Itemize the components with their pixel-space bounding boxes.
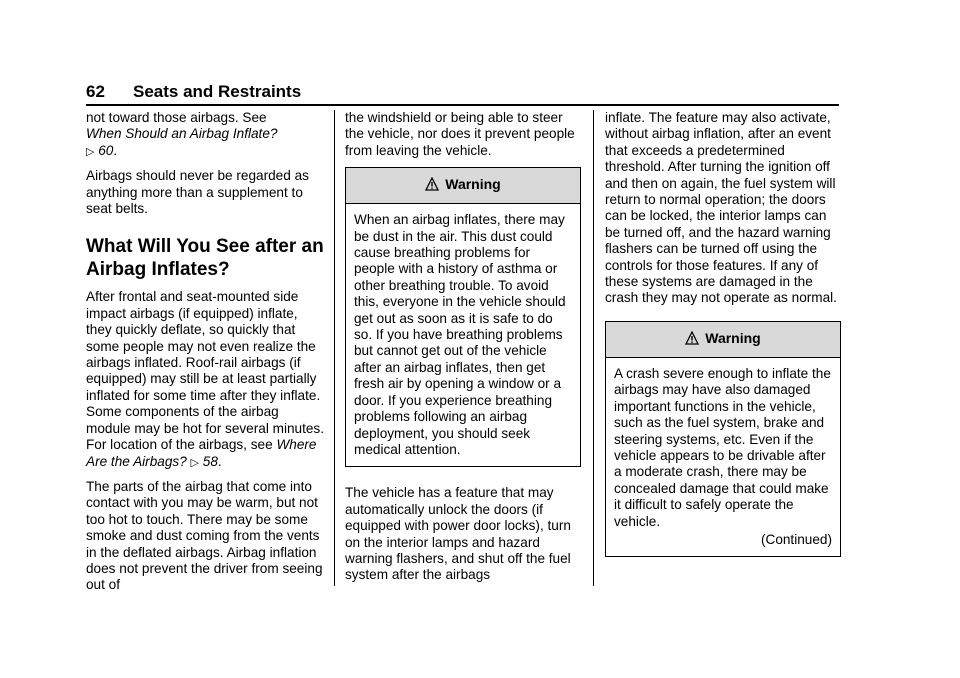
paragraph [86,110,324,160]
warning-title: Warning [445,176,501,193]
page-reference-arrow-icon: ▷ [86,145,95,158]
cross-reference-link[interactable]: When Should an Airbag Inflate? [86,126,278,142]
page-reference[interactable]: 58 [202,453,218,469]
column-1 [86,110,324,602]
column-divider [593,110,594,586]
paragraph: The parts of the airbag that come into contact with you may be warm, but not too hot to touch. There may be some smoke and dust coming from the vents in the deflated airbags. Airbag inflation does not prevent the driver from seeing out of [86,478,323,593]
paragraph: inflate. The feature may also activate, without airbag inflation, after an event that exceeds a predetermined threshold. After turning the ignition off and then on again, the fuel system will return to normal operation; the doors can be locked, the interior lamps can be turned off, and the hazard warning flashers can be turned off using the controls for those features. If any of these systems are damaged in the crash they may not operate as normal. [605,110,837,306]
paragraph-text: not toward those airbags. See [86,110,267,125]
section-heading: What Will You See after an Airbag Inflates? [86,236,324,281]
paragraph: Airbags should never be regarded as anything more than a supplement to seat belts. [86,168,309,217]
punctuation: . [113,142,118,158]
section-title: Seats and Restraints [133,82,302,101]
column-2 [345,110,581,592]
warning-icon [685,331,699,348]
warning-icon [425,177,439,194]
cross-reference-link[interactable]: Where Are the Airbags? [86,437,317,469]
page-reference[interactable]: 60 [98,142,114,158]
warning-box [605,321,841,557]
column-divider [334,110,335,586]
warning-paragraph: A crash severe enough to inflate the airbags may have also damaged important functions in the vehicle, such as the fuel system, brake and steering systems, etc. Even if the vehicle appears to be drivable after a moderate crash, there may be concealed damage that could make it difficult to safely operate the vehicle. [614,365,831,529]
warning-box [345,167,581,467]
warning-header [606,322,840,358]
warning-header [346,168,580,204]
page-reference-arrow-icon: ▷ [190,456,200,469]
column-3 [605,110,841,565]
continued-label: (Continued) [760,531,832,547]
paragraph: The vehicle has a feature that may automatically unlock the doors (if equipped with power door locks), turn on the interior lamps and hazard warning flashers, and shut off the fuel system after the airbags [345,485,571,583]
warning-title: Warning [705,329,761,346]
warning-text: When an airbag inflates, there may be dust in the air. This dust could cause breathing problems for people with a history of asthma or other breathing trouble. To avoid this, everyone in the vehicle should get out as soon as it is safe to do so. If you have breathing problems but cannot get out of the vehicle after an airbag inflates, then get fresh air by opening a window or a door. If you experience breathing problems following an airbag deployment, you should seek medical attention. [354,212,566,457]
paragraph-text: After frontal and seat-mounted side impact airbags (if equipped) inflate, they quickly deflate, so quickly that some people may not even realize the airbags inflated. Roof-rail airbags (if equipped) may still be at least partially inflated for some time after they inflate. Some components of the airbag module may be hot for several minutes. For location of the airbags, see [86,289,325,453]
page-header [86,82,839,106]
page-number: 62 [86,82,105,101]
punctuation: . [217,453,222,469]
paragraph [86,289,324,470]
paragraph: the windshield or being able to steer the vehicle, nor does it prevent people from leaving the vehicle. [345,110,575,158]
warning-text [606,358,840,556]
